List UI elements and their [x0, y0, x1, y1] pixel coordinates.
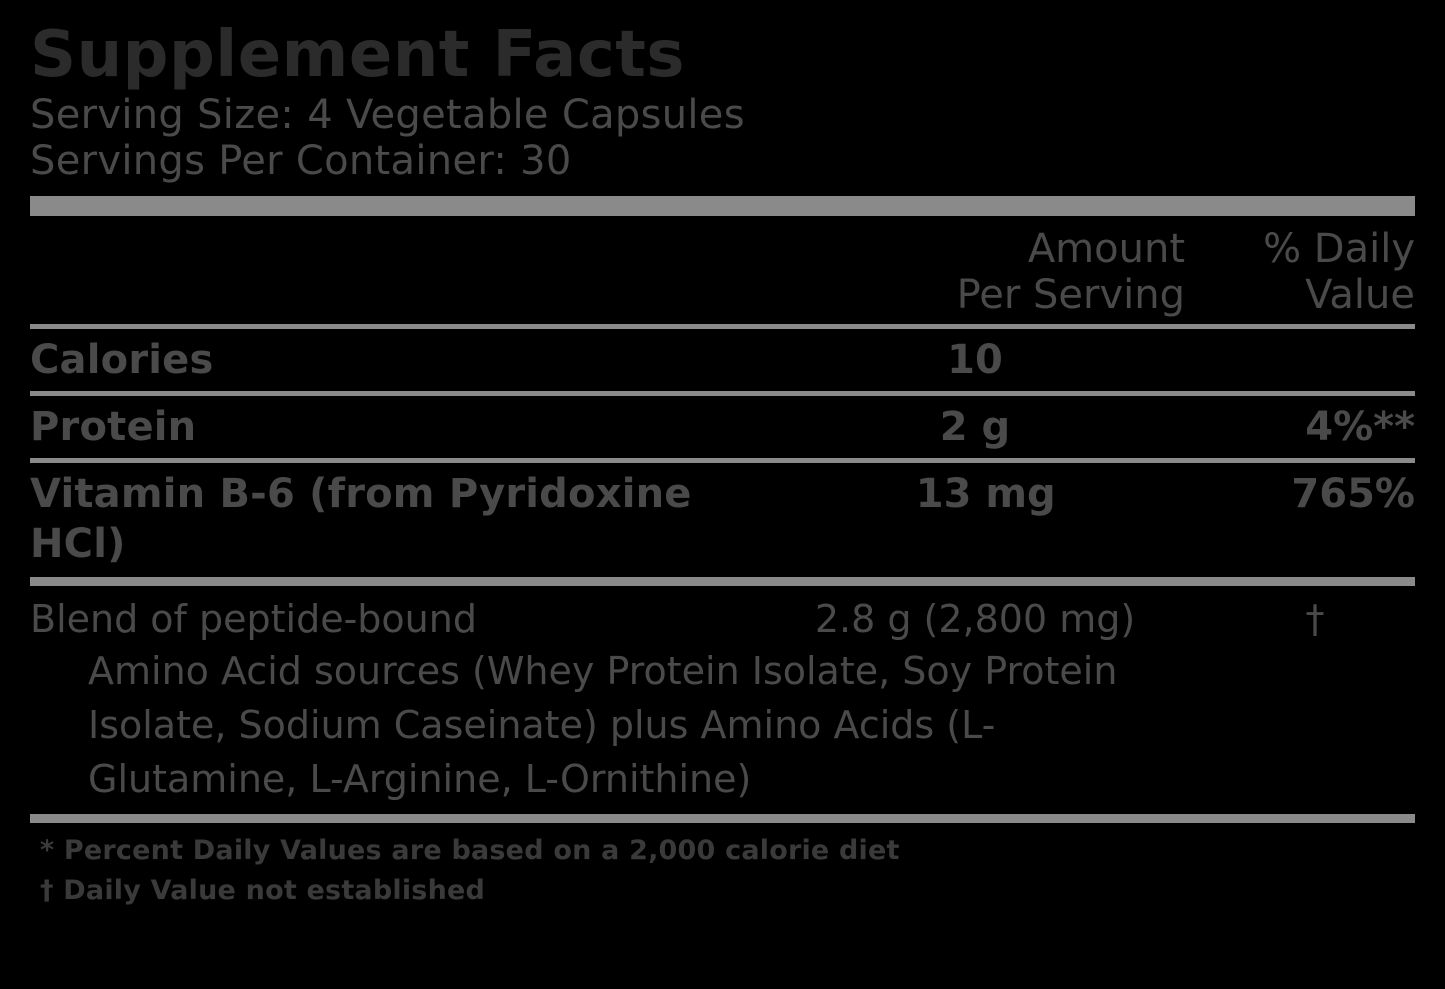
- nutrient-amount: 10: [947, 337, 1003, 383]
- table-row: [30, 402, 1415, 452]
- nutrient-name: Vitamin B-6 (from Pyridoxine HCl): [30, 471, 692, 567]
- nutrient-name: Calories: [30, 337, 214, 383]
- serving-size-text: Serving Size: 4 Vegetable Capsules: [30, 92, 745, 138]
- divider-under-headers: [30, 324, 1415, 329]
- footnotes: [16, 831, 1429, 911]
- nutrient-amount: 13 mg: [915, 471, 1056, 517]
- amount-header: [765, 226, 1185, 318]
- nutrient-dv: 4%**: [1305, 404, 1415, 450]
- divider-row-1: [30, 391, 1415, 396]
- footnote-daily-values: * Percent Daily Values are based on a 2,000 calorie diet: [40, 835, 900, 866]
- column-headers: [30, 226, 1415, 318]
- daily-value-header: [1215, 226, 1415, 318]
- nutrient-amount: 2 g: [939, 404, 1011, 450]
- table-row: [30, 469, 1415, 569]
- servings-per-container-text: Servings Per Container: 30: [30, 138, 572, 184]
- page-title: Supplement Facts: [30, 18, 685, 92]
- blend-description: Amino Acid sources (Whey Protein Isolate, Soy Protein Isolate, Sodium Caseinate) plus Amino Acids (L-Glutamine, L-Arginine, L-Ornithine): [88, 649, 1118, 801]
- amount-header-line1: Amount: [1027, 226, 1185, 272]
- nutrient-name: Protein: [30, 404, 197, 450]
- divider-before-footnotes: [30, 814, 1415, 823]
- divider-before-blend: [30, 577, 1415, 586]
- supplement-facts-inner: [16, 20, 1429, 981]
- proprietary-blend: [30, 594, 1415, 806]
- blend-amount: 2.8 g (2,800 mg): [814, 597, 1136, 641]
- dv-header-line1: % Daily: [1263, 226, 1415, 272]
- footnote-dv-not-established: † Daily Value not established: [40, 875, 486, 906]
- amount-header-line2: Per Serving: [956, 272, 1185, 318]
- divider-row-2: [30, 458, 1415, 463]
- blend-name: Blend of peptide-bound: [30, 597, 477, 641]
- nutrient-dv: 765%: [1291, 471, 1415, 517]
- blend-top-row: [30, 594, 1415, 644]
- blend-dv: †: [1305, 597, 1325, 641]
- dv-header-line2: Value: [1305, 272, 1415, 318]
- table-row: [30, 335, 1415, 385]
- divider-thick-top: [30, 196, 1415, 216]
